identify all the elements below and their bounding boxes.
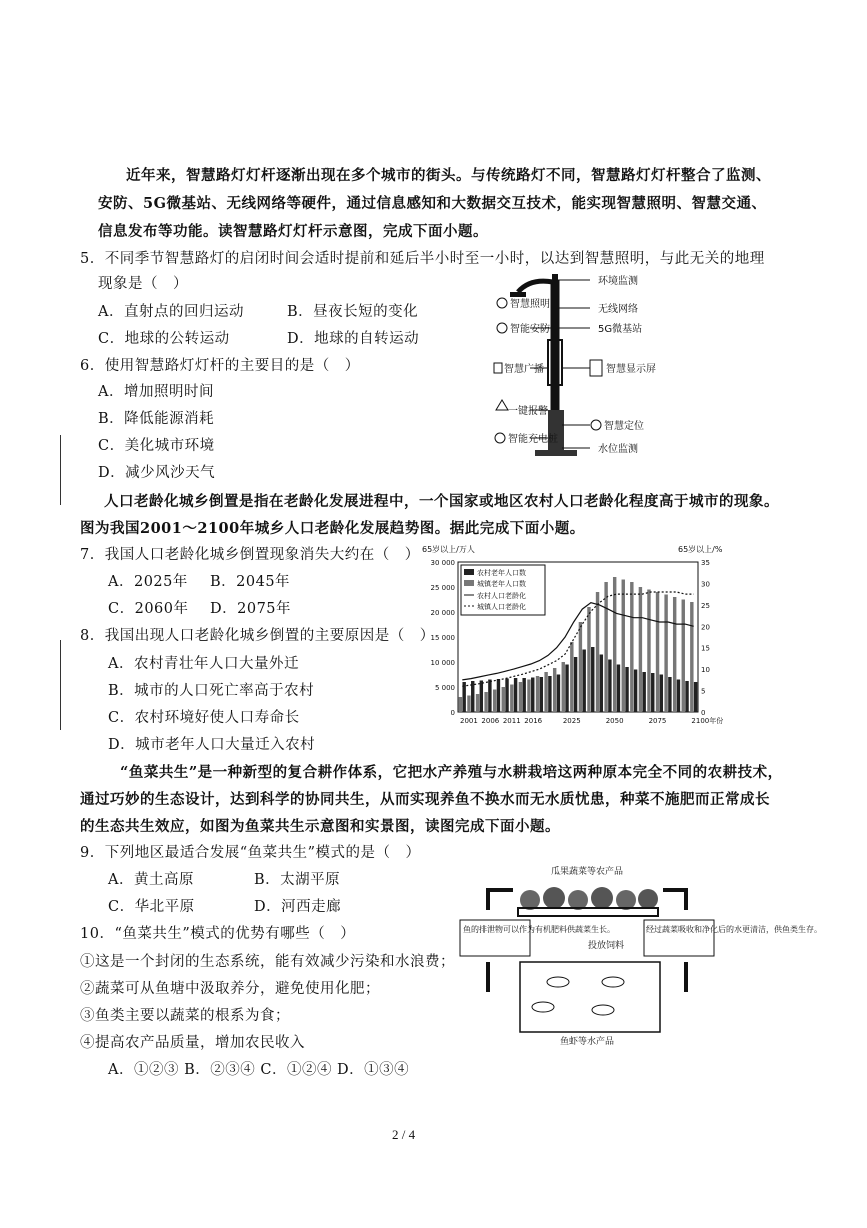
lamp-wifi-label: 无线网络: [598, 304, 638, 315]
y-tick-right: 15: [701, 644, 710, 653]
lamp-light-label: 智慧照明: [510, 299, 550, 310]
lamp-screen-label: 智慧显示屏: [606, 364, 656, 375]
location-icon: [591, 420, 601, 430]
urban-elder-bar: [604, 582, 607, 712]
intro3-line3: 的生态共生效应，如图为鱼菜共生示意图和实景图，读图完成下面小题。: [80, 818, 560, 835]
urban-elder-bar: [476, 694, 479, 712]
intro2-line2: 图为我国2001～2100年城乡人口老龄化发展趋势图。据此完成下面小题。: [80, 520, 585, 537]
y-tick-left: 20 000: [430, 609, 455, 617]
x-tick: 2075: [648, 717, 667, 725]
q5-option-b: B．昼夜长短的变化: [287, 304, 419, 320]
rural-elder-bar: [660, 675, 663, 713]
security-icon: [497, 323, 507, 333]
q5-stem-line2: 现象是（ ）: [98, 276, 188, 292]
rural-elder-bar: [608, 660, 611, 713]
q5-option-d: D．地球的自转运动: [287, 331, 420, 347]
rural-elder-bar: [694, 682, 697, 712]
q7-option-a: A．2025年: [108, 574, 188, 590]
urban-elder-bar: [467, 696, 470, 713]
lamp-locate-label: 智慧定位: [604, 421, 644, 432]
urban-elder-bar: [493, 690, 496, 713]
urban-elder-bar: [630, 582, 633, 712]
legend-urban-aging: 城镇人口老龄化: [477, 603, 526, 611]
urban-elder-bar: [639, 587, 642, 712]
lamp-charge-label: 智能充电桩: [508, 434, 558, 445]
q9-option-a: A．黄土高原: [108, 872, 194, 888]
legend-rural-aging: 农村人口老龄化: [477, 592, 526, 600]
lamp-security-label: 智能安防: [510, 324, 550, 335]
y-tick-left: 15 000: [430, 634, 455, 642]
q5-stem: 5．不同季节智慧路灯的启闭时间会适时提前和延后半小时至一小时，以达到智慧照明，与此无关的地理: [80, 251, 765, 267]
y-tick-left: 5 000: [434, 684, 455, 692]
light-icon: [497, 298, 507, 308]
urban-elder-bar: [459, 697, 462, 712]
q8-option-a: A．农村青壮年人口大量外迁: [108, 656, 299, 672]
rural-elder-bar: [531, 678, 534, 713]
scan-mark: [60, 640, 61, 730]
fish-icon: [592, 1005, 614, 1015]
urban-elder-bar: [613, 577, 616, 712]
rural-elder-bar: [677, 680, 680, 713]
urban-elder-bar: [690, 602, 693, 712]
urban-elder-bar: [527, 680, 530, 713]
rural-elder-bar: [642, 672, 645, 712]
x-tick: 2006: [481, 717, 500, 725]
q10-choices: A．①②③ B．②③④ C．①②④ D．①③④: [108, 1062, 410, 1078]
rural-elder-bar: [625, 667, 628, 712]
rural-elder-bar: [540, 677, 543, 712]
q7-option-d: D．2075年: [210, 601, 292, 617]
urban-elder-bar: [664, 595, 667, 713]
x-tick: 2001: [460, 717, 478, 725]
q7-option-b: B．2045年: [210, 574, 291, 590]
q8-option-c: C．农村环境好使人口寿命长: [108, 710, 300, 726]
y-tick-right: 20: [701, 623, 710, 632]
rural-elder-bar: [522, 678, 525, 712]
rural-elder-bar: [685, 681, 688, 712]
page-number: 2 / 4: [392, 1127, 416, 1142]
smart-lamp-diagram: [490, 270, 710, 475]
intro1-line2: 安防、5G微基站、无线网络等硬件，通过信息感知和大数据交互技术，能实现智慧照明、智慧交通、: [98, 195, 767, 212]
rural-elder-bar: [591, 647, 594, 712]
legend-swatch-rural: [464, 569, 474, 575]
x-tick: 2025: [562, 717, 581, 725]
rural-elder-bar: [574, 657, 577, 712]
y-axis-left-label: 65岁以上/万人: [422, 545, 475, 554]
q7-stem: 7．我国人口老龄化城乡倒置现象消失大约在（ ）: [80, 547, 420, 563]
rural-elder-bar: [600, 655, 603, 713]
q6-option-d: D．减少风沙天气: [98, 465, 216, 481]
lamp-5g-label: 5G微基站: [598, 324, 643, 335]
rural-elder-bar: [488, 680, 491, 713]
y-tick-right: 5: [701, 687, 706, 696]
q5-option-c: C．地球的公转运动: [98, 331, 230, 347]
y-tick-right: 10: [701, 666, 710, 675]
urban-elder-bar: [673, 597, 676, 712]
q6-stem: 6．使用智慧路灯灯杆的主要目的是（ ）: [80, 358, 360, 374]
rural-elder-bar: [505, 679, 508, 713]
urban-elder-bar: [562, 662, 565, 712]
aqua-right-label: 经过蔬菜吸收和净化后的水更清洁，供鱼类生存。: [646, 925, 822, 934]
urban-elder-bar: [519, 682, 522, 712]
aquaponics-diagram: [458, 862, 822, 1047]
q6-option-b: B．降低能源消耗: [98, 411, 215, 427]
y-axis-right-label: 65岁以上/%: [678, 545, 723, 554]
rural-elder-bar: [634, 670, 637, 713]
aqua-bottom-label: 鱼虾等水产品: [559, 1037, 615, 1047]
charger-icon: [495, 433, 505, 443]
rural-elder-bar: [471, 681, 474, 712]
intro3-line2: 通过巧妙的生态设计，达到科学的协同共生，从而实现养鱼不换水而无水质忧患，种菜不施肥而正常成长: [80, 791, 770, 808]
q8-option-d: D．城市老年人口大量迁入农村: [108, 737, 316, 753]
legend-rural-count: 农村老年人口数: [477, 569, 526, 577]
y-tick-left: 0: [450, 709, 455, 717]
urban-elder-bar: [656, 592, 659, 712]
q9-option-c: C．华北平原: [108, 899, 195, 915]
urban-elder-bar: [510, 685, 513, 713]
urban-elder-bar: [544, 672, 547, 712]
broadcast-icon: [494, 363, 502, 373]
aqua-feed-label: 投放饲料: [588, 941, 625, 951]
aging-trend-chart: [420, 540, 730, 735]
rural-elder-bar: [480, 681, 483, 713]
q10-statement-4: ④提高农产品质量，增加农民收入: [80, 1035, 305, 1051]
rural-elder-bar: [548, 676, 551, 712]
y-tick-right: 30: [701, 580, 710, 589]
scan-mark: [60, 435, 61, 505]
urban-elder-bar: [682, 600, 685, 713]
urban-elder-bar: [579, 622, 582, 712]
y-tick-left: 10 000: [430, 659, 455, 667]
q8-option-b: B．城市的人口死亡率高于农村: [108, 683, 315, 699]
urban-elder-bar: [647, 590, 650, 713]
y-tick-right: 0: [701, 709, 706, 717]
rural-elder-bar: [668, 677, 671, 712]
x-tick: 2011: [502, 717, 521, 725]
rural-elder-bar: [651, 673, 654, 712]
urban-elder-bar: [622, 580, 625, 713]
rural-elder-bar: [565, 665, 568, 713]
q9-stem: 9．下列地区最适合发展“鱼菜共生”模式的是（ ）: [80, 845, 421, 861]
q6-option-c: C．美化城市环境: [98, 438, 215, 454]
vegetable-row: [520, 887, 658, 910]
urban-elder-bar: [596, 592, 599, 712]
rural-elder-bar: [497, 679, 500, 712]
urban-elder-bar: [536, 676, 539, 712]
rural-elder-bar: [617, 665, 620, 713]
y-tick-right: 25: [701, 601, 710, 610]
x-tick: 2016: [524, 717, 543, 725]
q6-option-a: A．增加照明时间: [98, 384, 214, 400]
y-tick-left: 30 000: [430, 559, 455, 567]
rural-elder-bar: [582, 650, 585, 713]
fish-icon: [532, 1002, 554, 1012]
urban-elder-bar: [570, 642, 573, 712]
aqua-left-label: 鱼的排泄物可以作为有机肥料供蔬菜生长。: [463, 925, 615, 934]
y-tick-left: 25 000: [430, 584, 455, 592]
x-tick: 2050: [605, 717, 624, 725]
rural-elder-bar: [557, 675, 560, 713]
q10-statement-3: ③鱼类主要以蔬菜的根系为食；: [80, 1008, 290, 1024]
q5-option-a: A．直射点的回归运动: [98, 304, 244, 320]
legend-urban-count: 城镇老年人口数: [477, 580, 526, 588]
alarm-icon: [496, 400, 508, 410]
q9-option-d: D．河西走廊: [254, 899, 342, 915]
y-tick-right: 35: [701, 559, 710, 567]
lamp-alarm-label: 一键报警: [508, 406, 548, 417]
lamp-water-label: 水位监测: [598, 444, 638, 455]
q9-option-b: B．太湖平原: [254, 872, 341, 888]
rural-elder-bar: [514, 678, 517, 712]
intro3-line1: “鱼菜共生”是一种新型的复合耕作体系，它把水产养殖与水耕栽培这两种原本完全不同的农耕技术，: [120, 764, 783, 781]
lamp-env-label: 环境监测: [598, 276, 638, 287]
urban-elder-bar: [484, 692, 487, 712]
x-tick: 2100年份: [691, 717, 724, 725]
lamp-broadcast-label: 智慧广播: [504, 364, 544, 375]
q10-stem: 10．“鱼菜共生”模式的优势有哪些（ ）: [80, 926, 356, 942]
q10-statement-1: ①这是一个封闭的生态系统，能有效减少污染和水浪费；: [80, 954, 455, 970]
intro1-line3: 信息发布等功能。读智慧路灯灯杆示意图，完成下面小题。: [98, 223, 488, 240]
urban-elder-bar: [587, 607, 590, 712]
q7-option-c: C．2060年: [108, 601, 189, 617]
urban-elder-bar: [502, 687, 505, 712]
intro2-line1: 人口老龄化城乡倒置是指在老龄化发展进程中，一个国家或地区农村人口老龄化程度高于城市的现象。: [104, 493, 779, 510]
intro1-line1: 近年来，智慧路灯灯杆逐渐出现在多个城市的街头。与传统路灯不同，智慧路灯灯杆整合了监测、: [126, 167, 771, 184]
q8-stem: 8．我国出现人口老龄化城乡倒置的主要原因是（ ）: [80, 628, 435, 644]
fish-icon: [602, 977, 624, 987]
fish-icon: [547, 977, 569, 987]
q10-statement-2: ②蔬菜可从鱼塘中汲取养分，避免使用化肥；: [80, 981, 380, 997]
urban-elder-bar: [553, 668, 556, 712]
screen-icon: [590, 360, 602, 376]
aqua-top-label: 瓜果蔬菜等农产品: [550, 867, 624, 877]
legend-swatch-urban: [464, 580, 474, 586]
